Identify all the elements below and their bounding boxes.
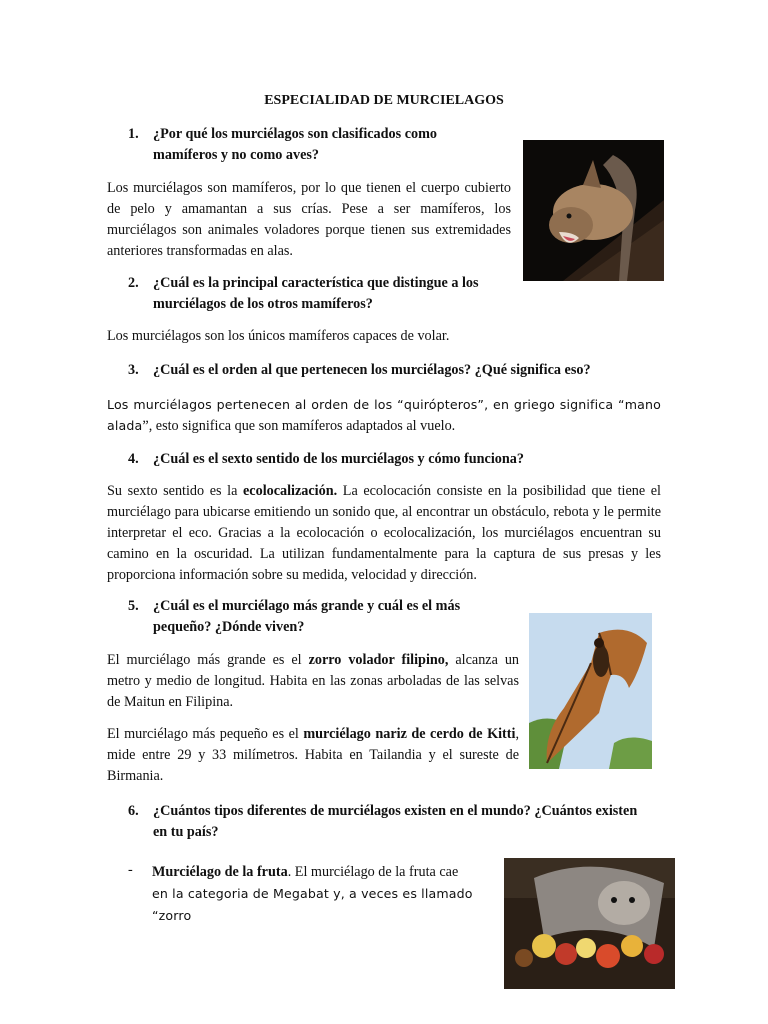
question-3 [128,360,648,381]
document-title: ESPECIALIDAD DE MURCIELAGOS [264,93,504,108]
answer-5a-text: El murciélago más grande es el [107,652,309,668]
bullet-fruit-bat [152,862,502,927]
bat-photo-1 [523,140,664,281]
answer-5b-text: , mide entre 29 y 33 milímetros. Habita en Tailandia y el sureste de Birmania. [107,726,519,784]
answer-3-line2: ”, esto significa que son mamíferos adaptados al vuelo. [142,418,456,434]
answer-5a-bat-name: zorro volador filipino, [308,652,449,668]
bullet-dash: - [128,862,133,878]
question-number: 3. [128,362,139,378]
answer-4-keyword: ecolocalización. [243,483,338,499]
answer-5a-text: alcanza un metro y medio de longitud. Habita en las zonas arboladas de las selvas de Maitun en Filipina. [107,652,520,710]
question-1 [128,124,473,166]
answer-4-text: Su sexto sentido es la [107,483,243,499]
answer-3-line1: Los murciélagos pertenecen al orden de los “quirópteros”, en griego significa “mano [107,397,661,412]
answer-5b [107,724,519,787]
question-text: ¿Cuál es el orden al que pertenecen los murciélagos? ¿Qué significa eso? [153,362,591,378]
answer-5b-bat-name: murciélago nariz de cerdo de Kitti [303,726,516,742]
answer-5a [107,650,519,713]
question-number: 6. [128,803,139,819]
flying-fox-photo [529,613,652,769]
question-text: ¿Cuál es la principal característica que distingue a los murciélagos de los otros mamíferos? [153,275,479,312]
bullet-fruit-bat-text: . El murciélago de la fruta cae [287,864,459,880]
question-text: ¿Por qué los murciélagos son clasificados como mamíferos y no como aves? [153,126,438,163]
question-number: 1. [128,126,139,142]
answer-1: Los murciélagos son mamíferos, por lo que tienen el cuerpo cubierto de pelo y amamantan a sus crías. Pese a ser mamíferos, los murciélagos son animales voladores porque tienen sus extremidades anteriores transformadas en alas. [107,180,511,259]
fruit-bat-photo [504,858,675,989]
answer-5b-text: El murciélago más pequeño es el [107,726,304,742]
question-number: 2. [128,275,139,291]
answer-4 [107,481,661,586]
question-4 [128,449,648,470]
answer-2: Los murciélagos son los únicos mamíferos capaces de volar. [107,328,450,344]
question-text: ¿Cuántos tipos diferentes de murciélagos existen en el mundo? ¿Cuántos existen en tu país? [153,803,638,840]
question-number: 4. [128,451,139,467]
question-6 [128,801,648,843]
answer-3-word: alada [107,418,143,433]
question-5 [128,596,508,638]
question-2 [128,273,508,315]
bullet-fruit-bat-line2: en la categoria de Megabat y, a veces es llamado “zorro [152,886,473,923]
question-number: 5. [128,598,139,614]
question-text: ¿Cuál es el sexto sentido de los murciélagos y cómo funciona? [153,451,524,467]
bullet-fruit-bat-title: Murciélago de la fruta [152,864,288,880]
question-text: ¿Cuál es el murciélago más grande y cuál es el más pequeño? ¿Dónde viven? [153,598,461,635]
answer-4-text: La ecolocación consiste en la posibilidad que tiene el murciélago para ubicarse emitiendo un sonido que, al encontrar un obstáculo, rebota y le permite interpretar el eco. Gracias a la ecolocación o ecolocalización, los murciélagos encuentran su camino en la oscuridad. La utilizan fundamentalmente para la captura de sus presas y les proporciona información sobre su medida, velocidad y dirección. [107,483,661,583]
answer-3 [107,394,661,437]
